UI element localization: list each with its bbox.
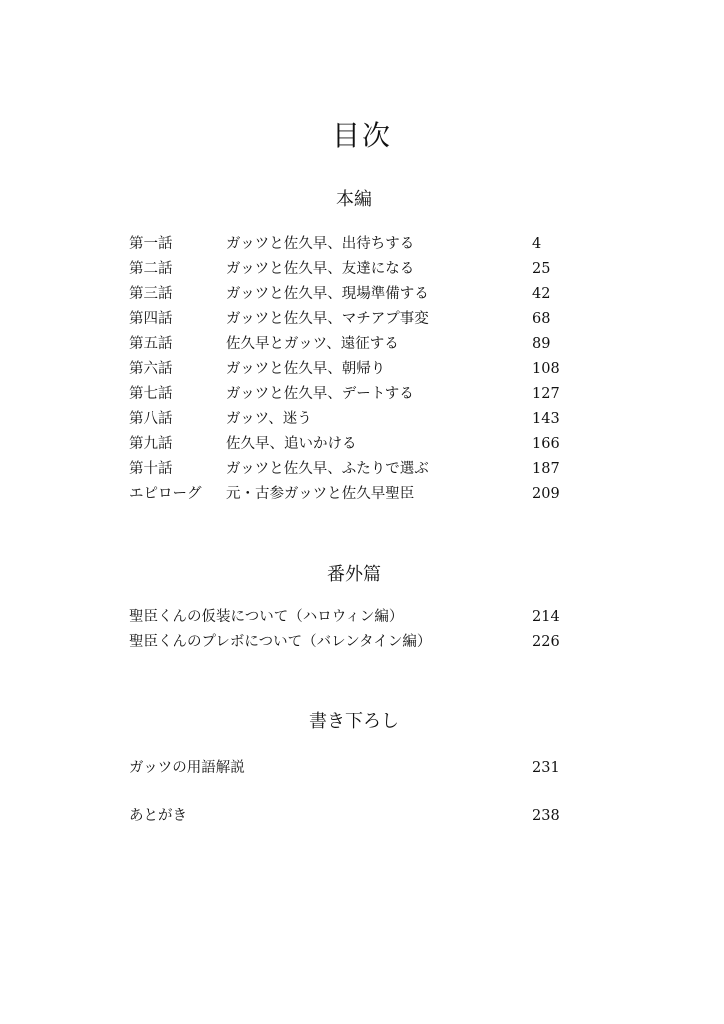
toc-row[interactable]	[129, 804, 589, 829]
page-number: 68	[532, 311, 551, 327]
toc-row[interactable]	[129, 382, 589, 407]
toc-row[interactable]	[129, 605, 589, 630]
chapter-number: 第二話	[129, 261, 173, 277]
entry-title: 聖臣くんの仮装について（ハロウィン編）	[129, 609, 404, 625]
page-number: 127	[532, 386, 560, 402]
page-number: 231	[532, 760, 560, 776]
page-number: 226	[532, 634, 560, 650]
toc-row[interactable]	[129, 257, 589, 282]
chapter-number: 第九話	[129, 436, 173, 452]
chapter-number: 第一話	[129, 236, 173, 252]
toc-row[interactable]	[129, 332, 589, 357]
section-heading-extra: 番外篇	[327, 564, 381, 585]
section-heading-main: 本編	[336, 189, 372, 210]
page-number: 209	[532, 486, 560, 502]
chapter-title: ガッツと佐久早、ふたりで選ぶ	[226, 461, 429, 477]
page-number: 4	[532, 236, 542, 252]
chapter-number: 第五話	[129, 336, 173, 352]
page-number: 42	[532, 286, 551, 302]
toc-row[interactable]	[129, 282, 589, 307]
chapter-number: 第十話	[129, 461, 173, 477]
entry-title: ガッツの用語解説	[129, 760, 245, 776]
page-number: 143	[532, 411, 560, 427]
entry-title: 聖臣くんのプレボについて（バレンタイン編）	[129, 634, 432, 650]
chapter-title: ガッツと佐久早、朝帰り	[226, 361, 386, 377]
toc-row[interactable]	[129, 357, 589, 382]
chapter-number: 第三話	[129, 286, 173, 302]
chapter-title: ガッツと佐久早、デートする	[226, 386, 414, 402]
chapter-title: ガッツと佐久早、現場準備する	[226, 286, 429, 302]
chapter-title: 佐久早、追いかける	[226, 436, 357, 452]
toc-list-main	[129, 232, 589, 507]
page-number: 25	[532, 261, 551, 277]
toc-row[interactable]	[129, 457, 589, 482]
chapter-title: ガッツ、迷う	[226, 411, 312, 427]
chapter-number: 第四話	[129, 311, 173, 327]
toc-row[interactable]	[129, 630, 589, 655]
entry-title: あとがき	[129, 808, 187, 824]
chapter-title: ガッツと佐久早、出待ちする	[226, 236, 415, 252]
page-number: 108	[532, 361, 560, 377]
toc-row[interactable]	[129, 232, 589, 257]
section-heading-written: 書き下ろし	[309, 711, 399, 732]
toc-row[interactable]	[129, 407, 589, 432]
page-number: 166	[532, 436, 560, 452]
page-number: 187	[532, 461, 560, 477]
toc-row[interactable]	[129, 756, 589, 781]
toc-row[interactable]	[129, 432, 589, 457]
page-number: 89	[532, 336, 551, 352]
chapter-number: 第八話	[129, 411, 173, 427]
chapter-title: ガッツと佐久早、マチアプ事変	[226, 311, 429, 327]
toc-row[interactable]	[129, 482, 589, 507]
page-title: 目次	[331, 119, 392, 152]
toc-row[interactable]	[129, 307, 589, 332]
chapter-number: 第六話	[129, 361, 173, 377]
chapter-title: ガッツと佐久早、友達になる	[226, 261, 415, 277]
page-number: 238	[532, 808, 560, 824]
chapter-number: 第七話	[129, 386, 173, 402]
chapter-number: エピローグ	[129, 486, 202, 502]
chapter-title: 佐久早とガッツ、遠征する	[226, 336, 399, 352]
chapter-title: 元・古参ガッツと佐久早聖臣	[226, 486, 415, 502]
page-number: 214	[532, 609, 560, 625]
